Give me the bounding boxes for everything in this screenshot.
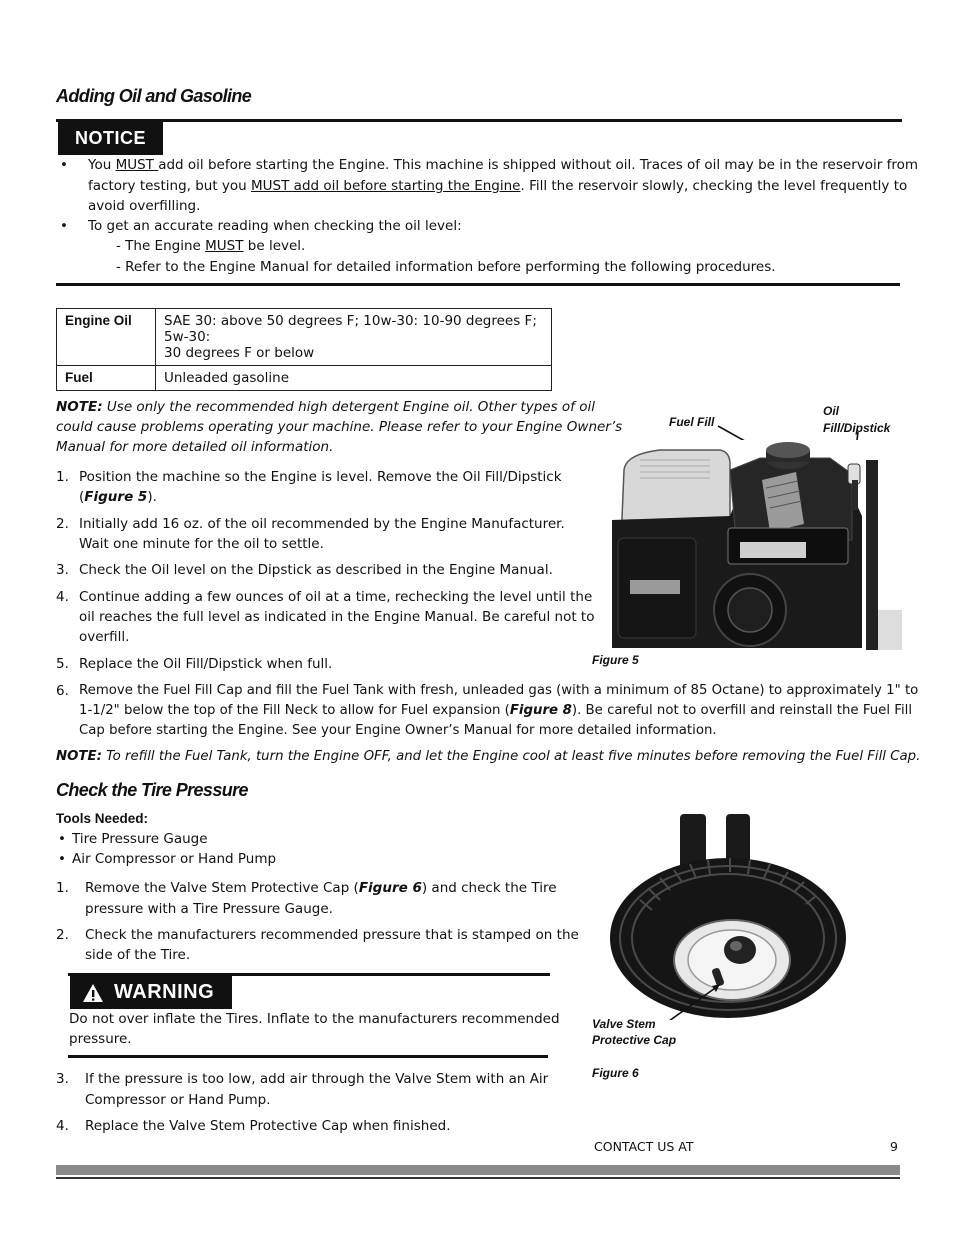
bullet-icon: • (58, 831, 66, 847)
step-text: Replace the Valve Stem Protective Cap when finished. (85, 1118, 451, 1134)
step-text: Continue adding a few ounces of oil at a time, rechecking the level until the (79, 589, 593, 605)
note-label: NOTE: (56, 749, 102, 764)
step-text: overfill. (79, 629, 130, 645)
label-oil-fill: Oil (823, 404, 840, 418)
step-text: Cap before starting the Engine. See your Engine Owner’s Manual for more detailed information. (79, 723, 717, 738)
step-text: Remove the Fuel Fill Cap and fill the Fuel Tank with fresh, unleaded gas (with a minimum of 85 Octane) to approximately 1" to (79, 683, 919, 698)
warning-text: WARNING (114, 981, 215, 1003)
bullet-icon: • (58, 851, 66, 867)
notice-line: To get an accurate reading when checking the oil level: (88, 218, 462, 234)
bullet-icon: • (60, 157, 68, 173)
warning-bottom-rule (68, 1055, 548, 1058)
cell-line: 30 degrees F or below (164, 345, 315, 361)
spec-table (56, 308, 552, 391)
must-emphasis: MUST (205, 238, 244, 254)
step-text (79, 703, 912, 718)
text: Use only the recommended high detergent Engine oil. Other types of oil (102, 399, 595, 415)
text: ). Be careful not to overfill and reinstall the Fuel Fill (571, 703, 913, 718)
text: factory testing, but you (88, 178, 252, 194)
figure-5-caption: Figure 5 (592, 653, 639, 667)
label-oil-fill: Fill/Dipstick (823, 421, 891, 435)
step-number: 2. (56, 927, 69, 943)
section-title-tire: Check the Tire Pressure (56, 780, 248, 800)
footer-contact: CONTACT US AT (594, 1139, 694, 1154)
notice-label: NOTICE (58, 122, 163, 155)
tire-figure (600, 810, 860, 1020)
notice-line (88, 157, 918, 173)
text: ). (147, 489, 157, 505)
step-number: 5. (56, 656, 69, 672)
list-item: Air Compressor or Hand Pump (72, 851, 277, 867)
step-number: 6. (56, 683, 69, 699)
text: You (88, 157, 116, 173)
notice-line: avoid overfilling. (88, 198, 201, 214)
warning-body: pressure. (69, 1031, 132, 1047)
text: be level. (243, 238, 306, 254)
text: Remove the Valve Stem Protective Cap ( (85, 880, 359, 896)
step-text: Check the Oil level on the Dipstick as described in the Engine Manual. (79, 562, 553, 578)
tools-heading: Tools Needed: (56, 811, 149, 826)
label-valve-stem: Valve Stem (592, 1017, 656, 1031)
step-number: 4. (56, 589, 69, 605)
text: To refill the Fuel Tank, turn the Engine OFF, and let the Engine cool at least five minutes before removing the Fuel Fill Cap. (101, 749, 921, 764)
label-fuel-fill: Fuel Fill (669, 415, 715, 429)
step-text: Position the machine so the Engine is level. Remove the Oil Fill/Dipstick (79, 469, 562, 485)
text: - The Engine (116, 238, 206, 254)
notice-line: - Refer to the Engine Manual for detailed information before performing the following procedures. (116, 259, 776, 275)
step-text: If the pressure is too low, add air through the Valve Stem with an Air (85, 1071, 549, 1087)
step-text: Replace the Oil Fill/Dipstick when full. (79, 656, 333, 672)
step-text: Wait one minute for the oil to settle. (79, 536, 324, 552)
step-text: Check the manufacturers recommended pressure that is stamped on the (85, 927, 579, 943)
step-text (79, 489, 157, 505)
step-text: Compressor or Hand Pump. (85, 1092, 271, 1108)
must-emphasis: MUST (115, 157, 159, 173)
table-cell-value (156, 309, 552, 366)
section-title-oil-gas: Adding Oil and Gasoline (56, 86, 252, 106)
table-cell-label: Engine Oil (57, 309, 156, 366)
step-text (85, 880, 557, 896)
step-text: pressure with a Tire Pressure Gauge. (85, 901, 333, 917)
footer-rule (56, 1177, 900, 1179)
figure-ref: Figure 5 (84, 489, 148, 505)
table-row (57, 366, 552, 391)
figure-6-caption: Figure 6 (592, 1066, 639, 1080)
cell-line: SAE 30: above 50 degrees F; 10w-30: 10-90 degrees F; 5w-30: (164, 313, 537, 345)
note-line (56, 749, 920, 764)
step-text: oil reaches the full level as indicated in the Engine Manual. Be careful not to (79, 609, 595, 625)
step-number: 3. (56, 1071, 69, 1087)
table-row (57, 309, 552, 366)
figure-ref: Figure 6 (358, 880, 422, 896)
text: ( (79, 489, 85, 505)
text: add oil before starting the Engine. This machine is shipped without oil. Traces of oil may be in the reservoir from (158, 157, 919, 173)
step-number: 1. (56, 880, 69, 896)
list-item: Tire Pressure Gauge (72, 831, 208, 847)
text: . Fill the reservoir slowly, checking the level frequently to (520, 178, 908, 194)
notice-line (88, 178, 907, 194)
warning-label (70, 976, 232, 1009)
must-emphasis: MUST add oil before starting the Engine (251, 178, 521, 194)
bullet-icon: • (60, 218, 68, 234)
step-number: 1. (56, 469, 69, 485)
step-number: 3. (56, 562, 69, 578)
page-number: 9 (890, 1139, 898, 1154)
note-label: NOTE: (56, 399, 103, 415)
warning-triangle-icon (82, 983, 104, 1003)
step-text: Initially add 16 oz. of the oil recommended by the Engine Manufacturer. (79, 516, 565, 532)
table-cell-value: Unleaded gasoline (156, 366, 552, 391)
text: ) and check the Tire (421, 880, 557, 896)
label-valve-stem: Protective Cap (592, 1033, 677, 1047)
step-number: 4. (56, 1118, 69, 1134)
figure-ref: Figure 8 (509, 703, 572, 718)
text: 1-1/2" below the top of the Fill Neck to allow for Fuel expansion ( (79, 703, 510, 718)
note-line: could cause problems operating your machine. Please refer to your Engine Owner’s (56, 419, 623, 435)
footer-bar (56, 1165, 900, 1175)
warning-body: Do not over inflate the Tires. Inflate to the manufacturers recommended (69, 1011, 560, 1027)
notice-line (116, 238, 305, 254)
table-cell-label: Fuel (57, 366, 156, 391)
note-line (56, 399, 595, 415)
notice-bottom-rule (56, 283, 900, 286)
step-number: 2. (56, 516, 69, 532)
engine-figure (600, 420, 902, 650)
step-text: side of the Tire. (85, 947, 191, 963)
note-line: Manual for more detailed oil information. (56, 439, 334, 455)
notice-top-rule (56, 119, 902, 122)
